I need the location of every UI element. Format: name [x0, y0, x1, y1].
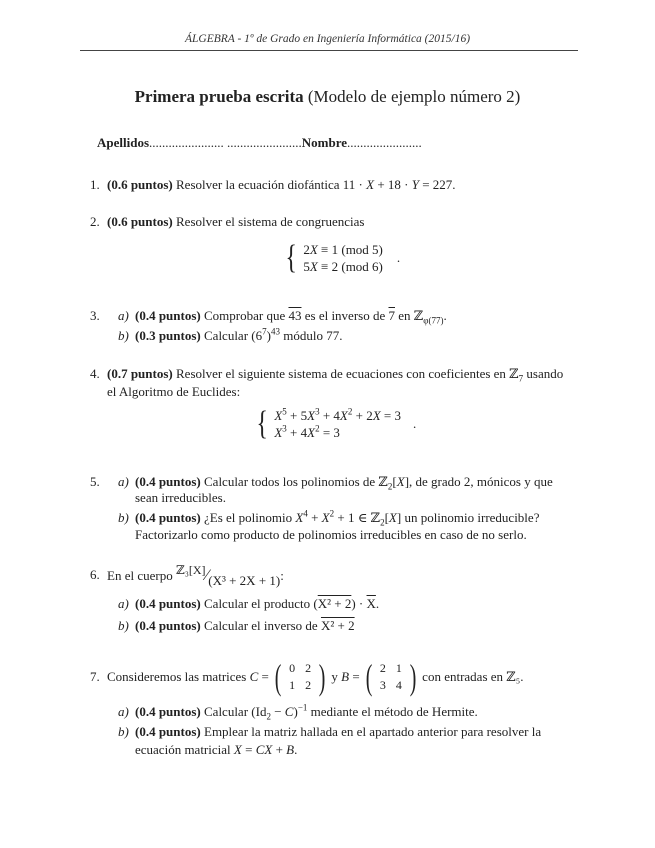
math-fragment: 2: [387, 481, 393, 492]
math-fragment: X² + 2: [317, 596, 352, 611]
math-fragment: X: [388, 510, 397, 525]
q7b-text-1: (0.4 puntos) Emplear la matriz hallada en el apartado anterior para resolver la: [135, 724, 542, 739]
q6-intro: En el cuerpo: [107, 568, 176, 583]
q6b-text: (0.4 puntos) Calcular el inverso de X² + 2: [135, 618, 355, 633]
math-fragment: C: [284, 704, 294, 719]
q4-text-1: (0.7 puntos) Resolver el siguiente sistema de ecuaciones con coeficientes en ℤ$_7$ usando: [107, 366, 564, 384]
nombre-blank: .......................: [347, 135, 422, 150]
math-fragment: φ(77): [423, 315, 444, 326]
math-fragment: (0.4 puntos): [135, 724, 201, 739]
q7-post: con entradas en ℤ₅.: [418, 669, 524, 684]
math-fragment: B: [286, 742, 295, 757]
q7-pre: Consideremos las matrices: [107, 669, 247, 684]
math-fragment: $\overline{X}$: [366, 596, 376, 611]
brace-icon: {: [256, 405, 268, 442]
math-fragment: 7: [388, 308, 395, 323]
q5b-label: b): [118, 510, 129, 525]
math-fragment: 2: [347, 406, 353, 417]
matrix-entry: 2: [379, 661, 386, 675]
math-fragment: 5: [282, 406, 287, 417]
matrix-entry: 4: [395, 678, 402, 692]
math-fragment: X: [372, 408, 381, 423]
q7a-label: a): [118, 704, 129, 719]
q2-system: [283, 241, 400, 275]
math-fragment: 43: [270, 326, 280, 337]
matrix-c-label: C: [249, 669, 259, 684]
nombre-label: Nombre: [301, 135, 348, 150]
math-fragment: X: [396, 474, 405, 489]
math-fragment: 3: [315, 406, 320, 417]
q4-text-2: el Algoritmo de Euclides:: [107, 384, 241, 399]
q5b-text-1: (0.4 puntos) ¿Es el polinomio $X^4 + X^2 + 1$ ∈ ℤ$_2$[X] un polinomio irreducible?: [135, 508, 540, 528]
math-fragment: (0.6 puntos): [107, 214, 173, 229]
math-fragment: (0.4 puntos): [135, 510, 201, 525]
q6-quotient-denominator: (X³ + 2X + 1): [208, 573, 281, 588]
q2-number: 2.: [90, 214, 100, 229]
math-fragment: (0.7 puntos): [107, 366, 173, 381]
math-fragment: X: [307, 408, 316, 423]
math-fragment: X² + 2: [320, 618, 355, 633]
q5a-label: a): [118, 474, 129, 489]
matrix-entry: 0: [289, 661, 296, 675]
q4-number: 4.: [90, 366, 100, 381]
title-bold: Primera prueba escrita: [134, 87, 304, 106]
math-fragment: (0.4 puntos): [135, 704, 201, 719]
matrix-b: ( 2 1 3 4 ): [365, 657, 417, 697]
math-fragment: (0.4 puntos): [135, 474, 201, 489]
math-fragment: 2: [315, 423, 320, 434]
math-fragment: X: [321, 510, 330, 525]
q7-mid: y: [328, 669, 342, 684]
q3b-text: (0.3 puntos) Calcular $(6^7)^{43}$ módulo 77.: [135, 326, 343, 343]
equals: =: [349, 669, 363, 684]
name-fields: [97, 135, 422, 151]
q6-text: En el cuerpo ℤ₃[X]⁄(X³ + 2X + 1):: [107, 563, 284, 588]
math-fragment: (0.4 puntos): [135, 308, 201, 323]
q6b-label: b): [118, 618, 129, 633]
math-fragment: (0.4 puntos): [135, 618, 201, 633]
math-fragment: 2: [266, 711, 271, 722]
q6a-text: (0.4 puntos) Calcular el producto $(X^2 + 2) \cdot \overline{X}$.: [135, 596, 380, 611]
q3a-label: a): [118, 308, 129, 323]
q6-end: :: [280, 568, 284, 583]
matrix-entry: 3: [379, 678, 386, 692]
math-fragment: X: [309, 242, 318, 257]
q6-number: 6.: [90, 567, 100, 582]
q5-number: 5.: [90, 474, 100, 489]
math-fragment: −1: [297, 702, 308, 713]
q7-text: [107, 658, 524, 696]
q5a-text-2: sean irreducibles.: [135, 490, 226, 505]
matrix-entry: 1: [289, 678, 296, 692]
header-rule: [80, 50, 578, 51]
matrix-entry: 2: [305, 678, 312, 692]
q3-number: 3.: [90, 308, 100, 323]
math-fragment: 4: [303, 508, 308, 519]
title-subtitle: (Modelo de ejemplo número 2): [303, 87, 521, 106]
math-fragment: X: [309, 259, 318, 274]
q3b-label: b): [118, 328, 129, 343]
matrix-entry: 1: [395, 661, 402, 675]
q4-system: [254, 407, 416, 441]
matrix-entry: 2: [305, 661, 312, 675]
q3a-text: (0.4 puntos) Comprobar que 43 es el inverso de 7 en ℤ$_{\varphi(77)}$.: [135, 308, 447, 326]
q4-end: .: [413, 416, 417, 431]
q7b-label: b): [118, 724, 129, 739]
running-header: ÁLGEBRA - 1º de Grado en Ingeniería Informática (2015/16): [184, 33, 471, 45]
math-fragment: (0.6 puntos): [107, 177, 173, 192]
math-fragment: 2: [329, 508, 335, 519]
math-fragment: 7: [518, 373, 524, 384]
math-fragment: X: [274, 408, 283, 423]
math-fragment: X: [366, 177, 375, 192]
q6-quotient-numerator: ℤ₃[X]: [175, 563, 206, 577]
q4-eq2: $X^3 + 4X^2 = 3$: [274, 423, 340, 440]
equals: =: [258, 669, 273, 684]
math-fragment: X: [233, 742, 242, 757]
q5a-text-1: (0.4 puntos) Calcular todos los polinomios de ℤ$_2$[X], de grado 2, mónicos y que: [135, 474, 553, 492]
q5b-text-2: Factorizarlo como producto de polinomios irreducibles en caso de no serlo.: [135, 527, 527, 542]
q2-eq1: 2X ≡ 1 (mod 5): [303, 242, 383, 257]
q7-number: 7.: [90, 669, 100, 684]
q2-eq2: 5X ≡ 2 (mod 6): [303, 259, 383, 274]
math-fragment: CX: [255, 742, 273, 757]
math-fragment: 7: [262, 326, 267, 337]
math-fragment: Y: [411, 177, 419, 192]
exam-title: [0, 87, 655, 107]
math-fragment: X: [295, 510, 304, 525]
q4-eq1: $X^5 + 5X^3 + 4X^2 + 2X = 3$: [274, 406, 402, 423]
math-fragment: (0.3 puntos): [135, 328, 201, 343]
brace-icon: {: [285, 239, 297, 276]
q7a-text: (0.4 puntos) Calcular $(Id_2 - C)^{-1}$ mediante el método de Hermite.: [135, 702, 478, 722]
math-fragment: 2: [380, 517, 385, 528]
q2-text: (0.6 puntos) Resolver el sistema de congruencias: [107, 214, 365, 229]
math-fragment: X: [307, 425, 316, 440]
q6a-label: a): [118, 596, 129, 611]
apellidos-blank: ....................... .......................: [149, 135, 302, 150]
math-fragment: 43: [288, 308, 302, 323]
math-fragment: X: [339, 408, 348, 423]
matrix-c: ( 0 2 1 2 ): [274, 657, 326, 697]
matrix-b-label: B: [341, 669, 350, 684]
q2-end: .: [396, 250, 401, 265]
q7b-text-2: ecuación matricial X = CX + B.: [135, 742, 298, 757]
apellidos-label: Apellidos: [97, 135, 150, 150]
math-fragment: (0.4 puntos): [135, 596, 201, 611]
math-fragment: 3: [282, 423, 287, 434]
q1-number: 1.: [90, 177, 100, 192]
q1-text: (0.6 puntos) Resolver la ecuación diofántica 11 · X + 18 · Y = 227.: [107, 177, 456, 192]
math-fragment: X: [274, 425, 283, 440]
